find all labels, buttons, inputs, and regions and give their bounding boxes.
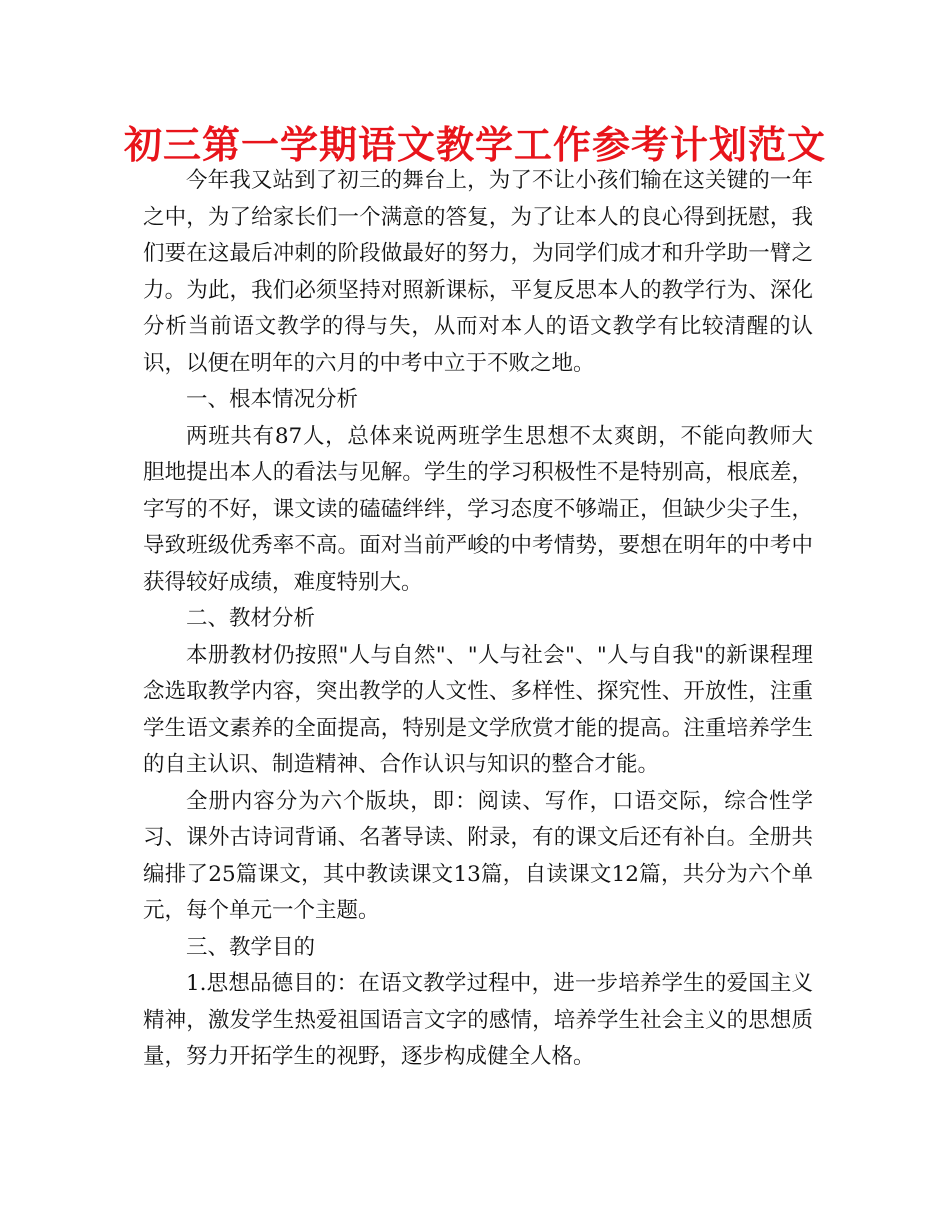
document-title: 初三第一学期语文教学工作参考计划范文 [123,122,826,167]
textbook-content-paragraph: 全册内容分为六个版块，即：阅读、写作，口语交际，综合性学习、课外古诗词背诵、名著导读、附录，有的课文后还有补白。全册共编排了25篇课文，其中教读课文13篇，自读课文12篇，共分为六个单元，每个单元一个主题。 [143,788,813,923]
textbook-analysis-paragraph: 本册教材仍按照"人与自然"、"人与社会"、"人与自我"的新课程理念选取教学内容，突出教学的人文性、多样性、探究性、开放性，注重学生语文素养的全面提高，特别是文学欣赏才能的提高。注重培养学生的自主认识、制造精神、合作认识与知识的整合才能。 [143,642,813,777]
section-heading-textbook-analysis: 二、教材分析 [186,606,316,631]
section-heading-teaching-goals: 三、教学目的 [186,934,316,960]
teaching-goal-item-1: 1.思想品德目的：在语文教学过程中，进一步培养学生的爱国主义精神，激发学生热爱祖国语言文字的感情，培养学生社会主义的思想质量，努力开拓学生的视野，逐步构成健全人格。 [143,971,813,1069]
basic-situation-paragraph: 两班共有87人，总体来说两班学生思想不太爽朗，不能向教师大胆地提出本人的看法与见解。学生的学习积极性不是特别高，根底差，字写的不好，课文读的磕磕绊绊，学习态度不够端正，但缺少尖子生，导致班级优秀率不高。面对当前严峻的中考情势，要想在明年的中考中获得较好成绩，难度特别大。 [143,423,813,595]
intro-paragraph: 今年我又站到了初三的舞台上，为了不让小孩们输在这关键的一年之中，为了给家长们一个满意的答复，为了让本人的良心得到抚慰，我们要在这最后冲刺的阶段做最好的努力，为同学们成才和升学助一臂之力。为此，我们必须坚持对照新课标，平复反思本人的教学行为、深化分析当前语文教学的得与失，从而对本人的语文教学有比较清醒的认识，以便在明年的六月的中考中立于不败之地。 [143,168,813,376]
section-heading-basic-situation: 一、根本情况分析 [186,387,359,412]
document-body [143,163,813,1076]
